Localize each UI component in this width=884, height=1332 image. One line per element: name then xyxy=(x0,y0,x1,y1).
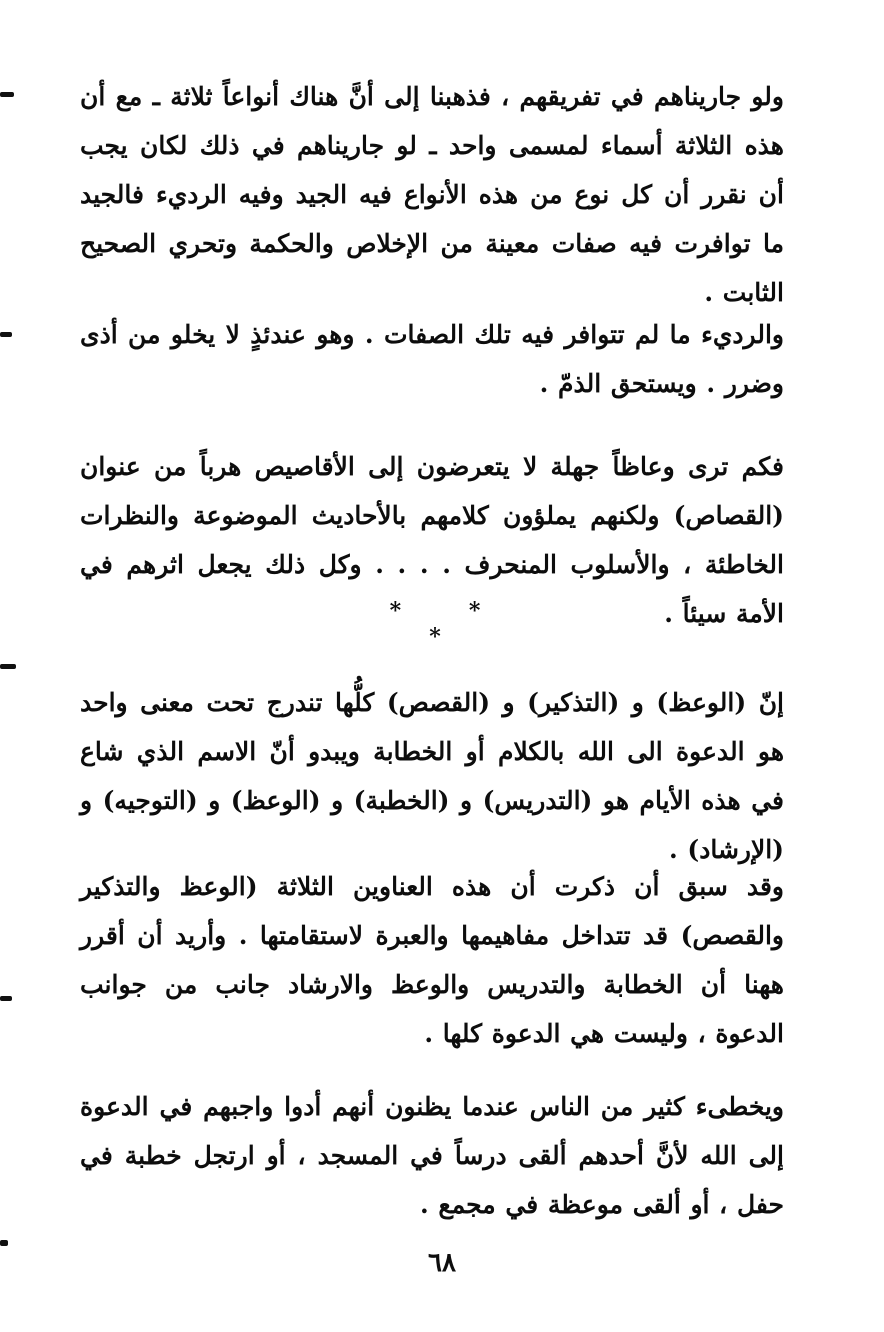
paragraph-1: ولو جاريناهم في تفريقهم ، فذهبنا إلى أنَّ هناك أنواعاً ثلاثة ـ مع أن هذه الثلاثة أسماء لمسمى واحد ـ لو جاريناهم في ذلك لكان يجب أن نقرر أن كل نوع من هذه الأنواع فيه الجيد وفيه الرديء فالجيد ما توافرت فيه صفات معينة من الإخلاص والحكمة وتحري الصحيح الثابت . xyxy=(80,82,784,307)
paragraph-5: وقد سبق أن ذكرت أن هذه العناوين الثلاثة (الوعظ والتذكير والقصص) قد تتداخل مفاهيمها والعبرة لاستقامتها . وأريد أن أقرر ههنا أن الخطابة والتدريس والوعظ والارشاد جانب من جوانب الدعوة ، وليست هي الدعوة كلها . xyxy=(80,872,784,1048)
scan-edge-mark xyxy=(0,996,12,1001)
scan-edge-mark xyxy=(0,664,16,669)
page-number: ٦٨ xyxy=(428,1248,456,1278)
section-divider: * * * xyxy=(389,598,511,650)
paragraph-2: والرديء ما لم تتوافر فيه تلك الصفات . وهو عندئذٍ لا يخلو من أذى وضرر . ويستحق الذمّ . xyxy=(80,320,784,398)
scan-edge-mark xyxy=(0,1240,8,1246)
scan-edge-mark xyxy=(0,92,14,97)
paragraph-3: فكم ترى وعاظاً جهلة لا يتعرضون إلى الأقاصيص هرباً من عنوان (القصاص) ولكنهم يملؤون كلامهم بالأحاديث الموضوعة والنظرات الخاطئة ، والأسلوب المنحرف . . . . وكل ذلك يجعل اثرهم في الأمة سيئاً . xyxy=(80,452,784,628)
paragraph-4: إنّ (الوعظ) و (التذكير) و (القصص) كلُّها تندرج تحت معنى واحد هو الدعوة الى الله بالكلام أو الخطابة ويبدو أنّ الاسم الذي شاع في هذه الأيام هو (التدريس) و (الخطبة) و (الوعظ) و (التوجيه) و (الإرشاد) . xyxy=(80,688,784,864)
scan-edge-mark xyxy=(0,332,12,337)
paragraph-6: ويخطىء كثير من الناس عندما يظنون أنهم أدوا واجبهم في الدعوة إلى الله لأنَّ أحدهم ألقى درساً في المسجد ، أو ارتجل خطبة في حفل ، أو ألقى موعظة في مجمع . xyxy=(80,1092,784,1219)
